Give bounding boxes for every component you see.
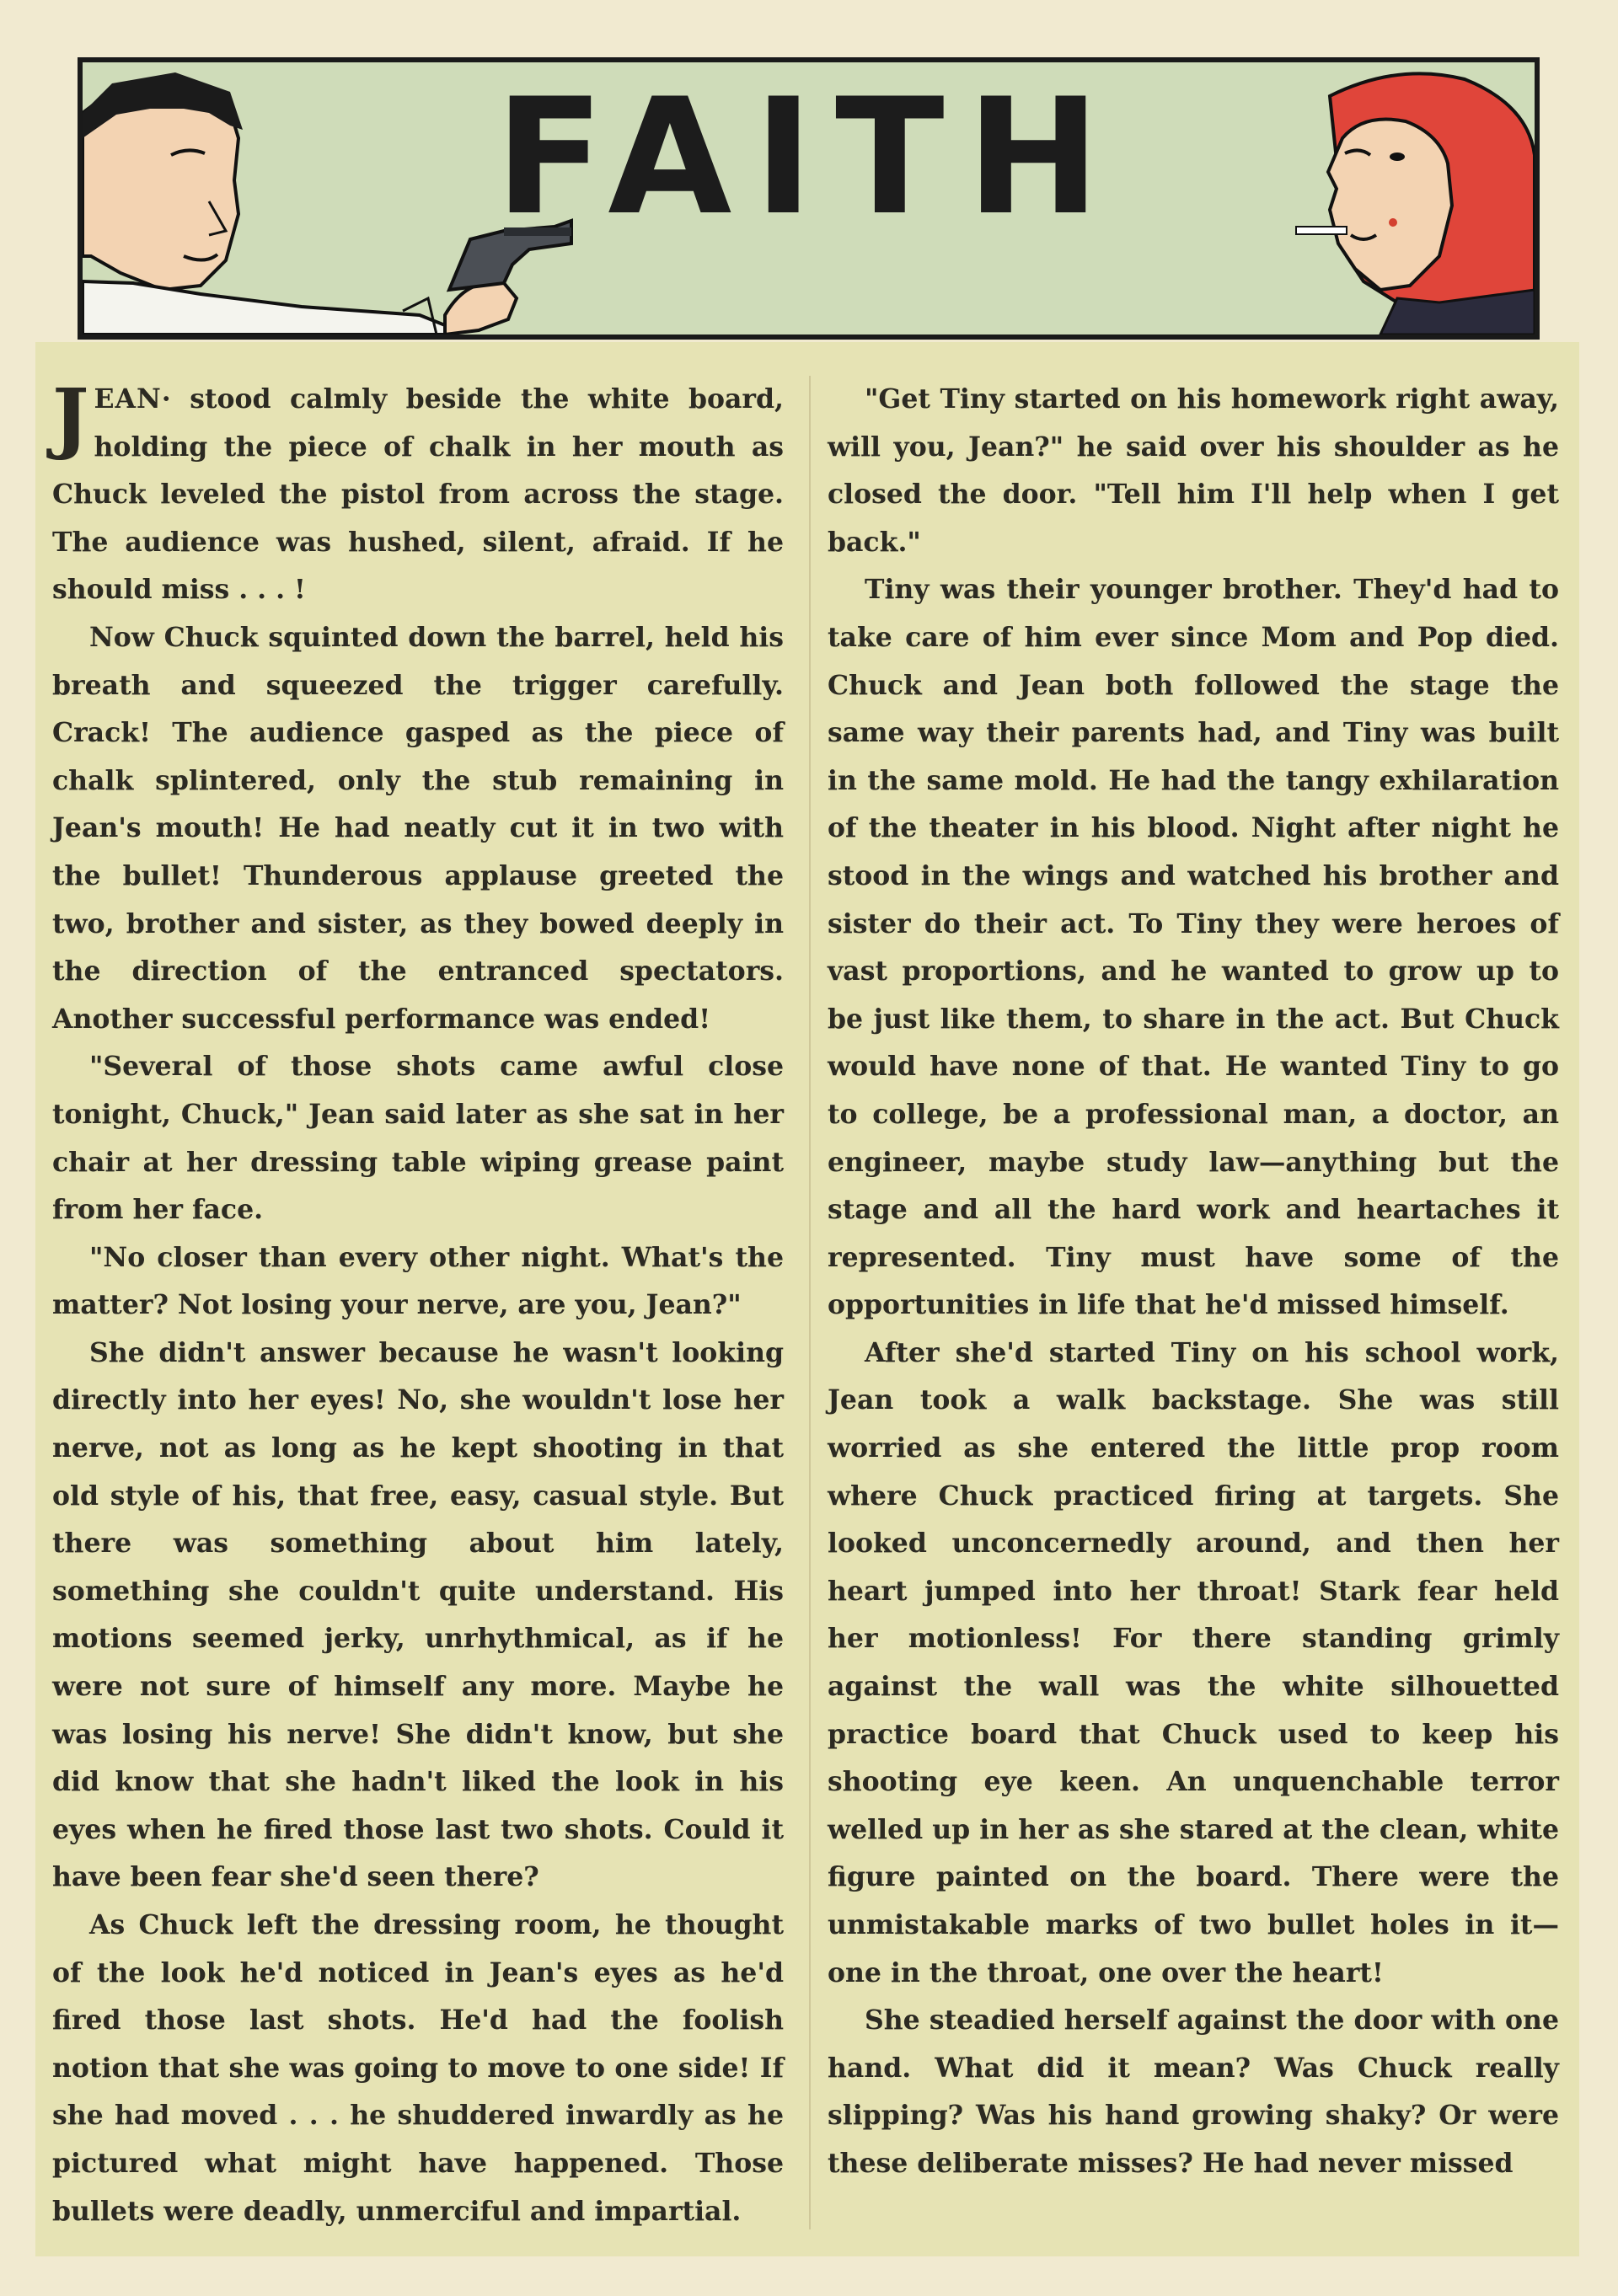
title-banner <box>78 57 1540 340</box>
paragraph: After she'd started Tiny on his school work, Jean took a walk backstage. She was still worried as she entered the little prop room where Chuck practiced firing at targets. She looked unconcernedly around, and then her heart jumped into her throat! Stark fear held her motionless! For there standing grimly against the wall was the white silhouetted practice board that Chuck used to keep his shooting eye keen. An unquenchable terror welled up in her as she stared at the clean, white figure painted on the board. There were the unmistakable marks of two bullet holes in it—one in the throat, one over the heart! <box>828 1336 1559 1988</box>
drop-cap: J <box>52 372 89 463</box>
left-column <box>52 372 784 2235</box>
paragraph: Tiny was their younger brother. They'd had to take care of him ever since Mom and Pop died. Chuck and Jean both followed the stage the same way their parents had, and Tiny was built in the same mold. He had the tangy exhilaration of the theater in his blood. Night after night he stood in the wings and watched his brother and sister do their act. To Tiny they were heroes of vast proportions, and he wanted to grow up to be just like them, to share in the act. But Chuck would have none of that. He wanted Tiny to go to college, be a professional man, a doctor, an engineer, maybe study law—anything but the stage and all the hard work and heartaches it represented. Tiny must have some of the opportunities in life that he'd missed himself. <box>828 574 1559 1321</box>
paragraph: Now Chuck squinted down the barrel, held his breath and squeezed the trigger carefully. Crack! The audience gasped as the piece of chalk splintered, only the stub remaining in Jean's mouth! He had neatly cut it in two with the bullet! Thunderous applause greeted the two, brother and sister, as they bowed deeply in the direction of the entranced spectators. Another successful performance was ended! <box>52 621 784 1035</box>
paragraph: As Chuck left the dressing room, he thought of the look he'd noticed in Jean's eyes as he'd fired those last shots. He'd had the foolish notion that she was going to move to one side! If she had moved . . . he shuddered inwardly as he pictured what might have happened. Those bullets were deadly, unmerciful and impartial. <box>52 1909 784 2227</box>
opening-text: · stood calmly beside the white board, holding the piece of chalk in her mouth as Chuck leveled the pistol from across the stage. The audience was hushed, silent, afraid. If he should miss . . . ! <box>52 383 784 606</box>
lead-word: EAN <box>94 383 162 415</box>
paragraph: "No closer than every other night. What's the matter? Not losing your nerve, are you, Jean?" <box>52 1241 784 1321</box>
opening-paragraph <box>52 372 784 614</box>
column-divider <box>809 376 811 2229</box>
right-column <box>828 376 1559 2188</box>
paragraph: "Get Tiny started on his homework right away, will you, Jean?" he said over his shoulder as he closed the door. "Tell him I'll help when I get back." <box>828 383 1559 558</box>
story-text-panel <box>35 342 1579 2256</box>
paragraph: "Several of those shots came awful close tonight, Chuck," Jean said later as she sat in her chair at her dressing table wiping grease paint from her face. <box>52 1051 784 1226</box>
story-title: FAITH <box>495 64 1122 250</box>
paragraph: She didn't answer because he wasn't looking directly into her eyes! No, she wouldn't lose her nerve, not as long as he kept shooting in that old style of his, that free, easy, casual style. But there was something about him lately, something she couldn't quite understand. His motions seemed jerky, unrhythmical, as if he were not sure of himself any more. Maybe he was losing his nerve! She didn't know, but she did know that she hadn't liked the look in his eyes when he fired those last two shots. Could it have been fear she'd seen there? <box>52 1336 784 1893</box>
paragraph: She steadied herself against the door with one hand. What did it mean? Was Chuck really slipping? Was his hand growing shaky? Or were these deliberate misses? He had never missed <box>828 2004 1559 2179</box>
